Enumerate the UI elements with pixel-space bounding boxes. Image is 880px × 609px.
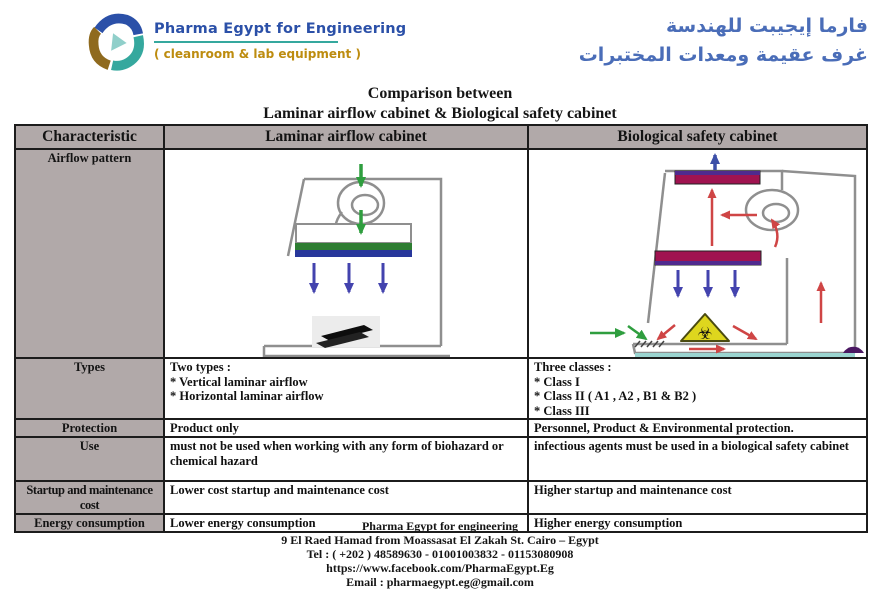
downflow-arrows [678, 270, 735, 296]
row-types [15, 358, 867, 419]
cell-laminar-use: must not be used when working with any form of biohazard or chemical hazard [164, 437, 528, 481]
arabic-line-1: فارما إيجيبت للهندسة [666, 15, 868, 37]
footer-company-name: Pharma Egypt for engineering [361, 519, 519, 533]
types-line: Three classes : [534, 360, 612, 374]
biohazard-icon [681, 314, 729, 344]
cell-laminar-protection: Product only [164, 419, 528, 437]
company-name-arabic [579, 12, 868, 70]
downflow-arrows [314, 263, 383, 292]
cell-biological-startup-cost: Higher startup and maintenance cost [528, 481, 867, 514]
row-label-types: Types [15, 358, 164, 419]
types-line: * Class II ( A1 , A2 , B1 & B2 ) [534, 389, 697, 403]
cell-laminar-airflow-diagram [164, 149, 528, 358]
table-header-row [15, 125, 867, 149]
header-biological: Biological safety cabinet [528, 125, 867, 149]
biological-safety-cabinet-diagram [529, 150, 864, 357]
row-protection [15, 419, 867, 437]
types-line: * Class III [534, 403, 590, 418]
arabic-line-2: غرف عقيمة ومعدات المختبرات [578, 44, 868, 66]
row-label-use: Use [15, 437, 164, 481]
cell-laminar-types [164, 358, 528, 419]
types-line: * Class I [534, 374, 580, 389]
comparison-table [14, 124, 868, 533]
cell-laminar-startup-cost: Lower cost startup and maintenance cost [164, 481, 528, 514]
base-strip [635, 353, 855, 357]
logo-knot-icon [84, 9, 146, 73]
cell-biological-safety-diagram [528, 149, 867, 358]
header-characteristic: Characteristic [15, 125, 164, 149]
supply-filter [655, 251, 761, 265]
footer-email-link[interactable]: Email : pharmaegypt.eg@gmail.com [346, 575, 534, 589]
cell-biological-use: infectious agents must be used in a biological safety cabinet [528, 437, 867, 481]
row-label-airflow-pattern: Airflow pattern [15, 149, 164, 358]
row-airflow-pattern [15, 149, 867, 358]
company-name: Pharma Egypt for Engineering [154, 21, 407, 37]
footer-phone: Tel : ( +202 ) 48589630 - 01001003832 - 01153080908 [306, 547, 574, 561]
types-line: * Vertical laminar airflow [170, 374, 308, 389]
footer-address: 9 El Raed Hamad from Moassasat El Zakah St. Cairo – Egypt [281, 533, 599, 547]
header-laminar: Laminar airflow cabinet [164, 125, 528, 149]
air-barrier-arrows [590, 325, 756, 349]
company-tagline: ( cleanroom & lab equipment ) [154, 47, 361, 61]
cell-biological-energy: Higher energy consumption [528, 514, 867, 532]
footer-contact-block [0, 519, 880, 589]
row-label-startup-cost: Startup and maintenance cost [15, 481, 164, 514]
hepa-filter [295, 224, 412, 257]
cell-biological-protection: Personnel, Product & Environmental protection. [528, 419, 867, 437]
company-logo [84, 9, 406, 73]
row-label-energy-consumption: Energy consumption [15, 514, 164, 532]
exhaust-filter [675, 171, 760, 184]
laminar-airflow-diagram [165, 150, 525, 357]
drain-knob [843, 347, 864, 353]
types-line: * Horizontal laminar airflow [170, 389, 324, 403]
row-label-protection: Protection [15, 419, 164, 437]
svg-text:☣: ☣ [697, 324, 713, 344]
document-title [0, 84, 880, 124]
logo-divider [154, 41, 338, 43]
cell-biological-types [528, 358, 867, 419]
cell-laminar-energy: Lower energy consumption [164, 514, 528, 532]
row-startup-cost [15, 481, 867, 514]
work-item-icon [312, 316, 380, 348]
footer-facebook-link[interactable]: https://www.facebook.com/PharmaEgypt.Eg [326, 561, 554, 575]
row-use [15, 437, 867, 481]
title-line-1: Comparison between [367, 85, 513, 102]
types-line: Two types : [170, 360, 231, 374]
blower-icon [746, 190, 798, 230]
title-line-2: Laminar airflow cabinet & Biological safety cabinet [263, 105, 617, 122]
